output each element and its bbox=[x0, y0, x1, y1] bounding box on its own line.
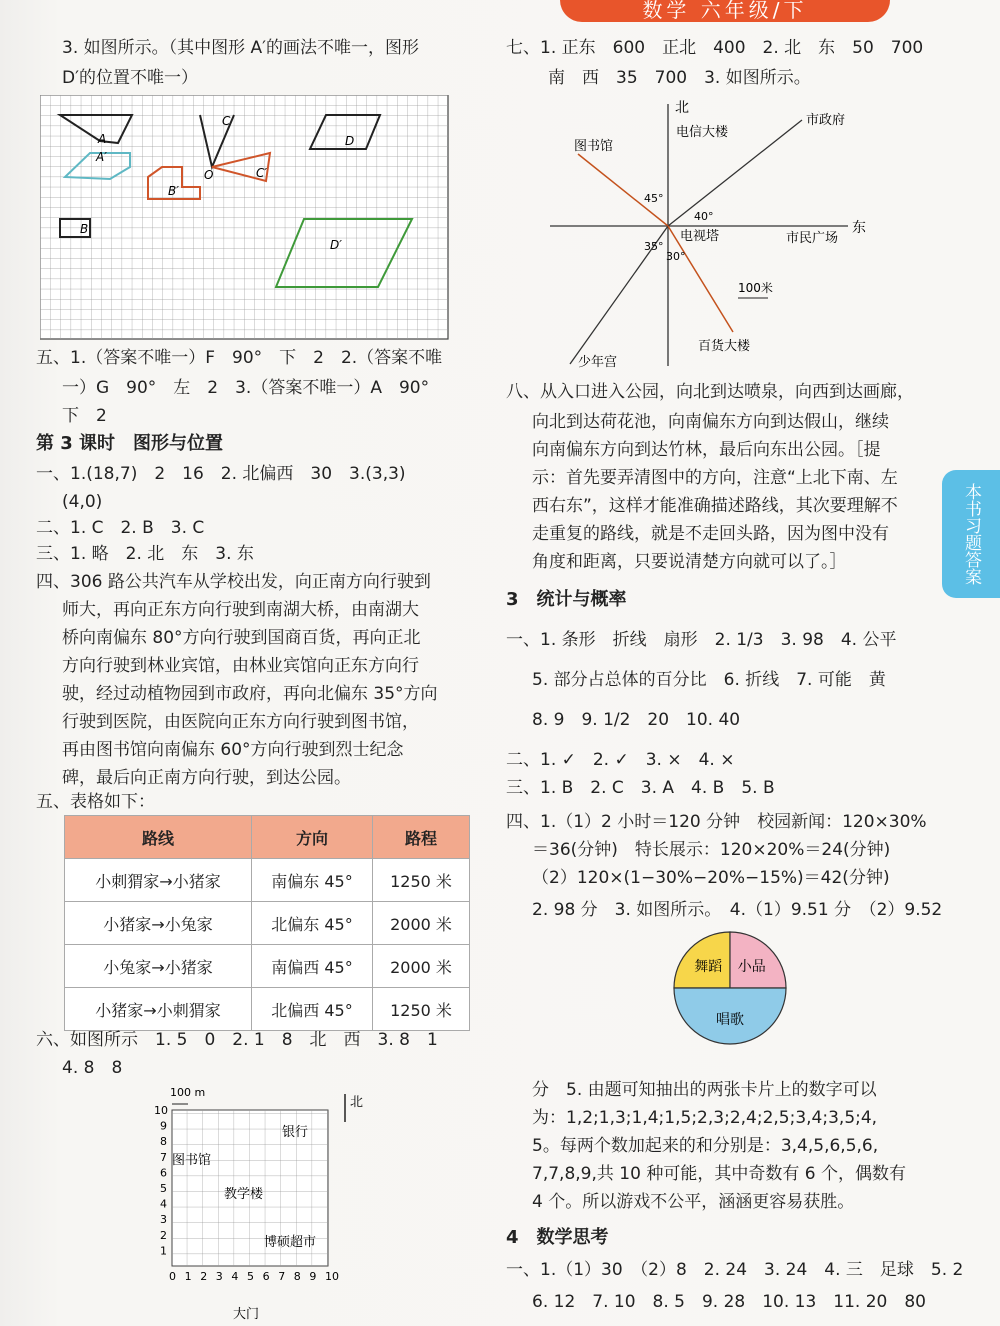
angle-30: 30° bbox=[666, 250, 686, 263]
map-y-tick: 1 bbox=[160, 1244, 167, 1258]
angle-40: 40° bbox=[694, 210, 714, 223]
map-x-tick: 2 bbox=[200, 1270, 208, 1283]
table-row: 小兔家→小猪家 南偏西 45° 2000 米 bbox=[65, 945, 470, 988]
stat1-line1: 一、1. 条形 折线 扇形 2. 1/3 3. 98 4. 公平 bbox=[506, 630, 897, 650]
y5-line: 五、表格如下： bbox=[36, 792, 155, 812]
map-y-tick: 8 bbox=[160, 1135, 167, 1149]
y3-line: 三、1. 略 2. 北 东 3. 东 bbox=[36, 544, 254, 564]
q8-line4: 示：首先要弄清图中的方向，注意“上北下南、左 bbox=[532, 468, 898, 488]
map-teaching-building: 教学楼 bbox=[224, 1187, 264, 1202]
label-C-prime: C′ bbox=[256, 166, 268, 180]
math1-line2: 6. 12 7. 10 8. 5 9. 28 10. 13 11. 20 80 bbox=[532, 1292, 926, 1312]
q8-line7: 角度和距离，只要说清楚方向就可以了。］ bbox=[532, 552, 847, 572]
map-x-tick: 6 bbox=[262, 1270, 270, 1283]
place-department-store: 百货大楼 bbox=[698, 339, 751, 354]
y4-line7: 再由图书馆向南偏东 60°方向行驶到烈士纪念 bbox=[62, 740, 404, 760]
map-y-tick: 7 bbox=[160, 1150, 167, 1164]
pie-label: 小品 bbox=[737, 959, 766, 976]
map-y-tick: 2 bbox=[160, 1228, 167, 1242]
y6-line2: 4. 8 8 bbox=[62, 1058, 123, 1078]
map-y-tick: 6 bbox=[160, 1166, 167, 1180]
compass-east: 东 bbox=[852, 220, 866, 236]
stat2-line: 二、1. ✓ 2. ✓ 3. × 4. × bbox=[506, 750, 735, 770]
map-x-tick: 10 bbox=[325, 1270, 339, 1283]
table-header-row bbox=[65, 816, 470, 859]
q8-line2: 向北到达荷花池，向南偏东方向到达假山，继续 bbox=[532, 412, 889, 432]
y1-line2: (4,0) bbox=[62, 492, 103, 512]
table-row: 小猪家→小刺猬家 北偏西 45° 1250 米 bbox=[65, 988, 470, 1031]
label-B: B bbox=[80, 222, 89, 236]
route-table bbox=[64, 815, 470, 1031]
stat4-line3: （2）120×(1−30%−20%−15%)＝42(分钟) bbox=[532, 868, 890, 888]
q8-line6: 走重复的路线，就是不走回头路，因为图中没有 bbox=[532, 524, 889, 544]
y6-line1: 六、如图所示 1. 5 0 2. 1 8 北 西 3. 8 1 bbox=[36, 1030, 438, 1050]
pie-chart bbox=[650, 926, 810, 1056]
sec5-line3: 下 2 bbox=[62, 406, 107, 426]
stat5-line2: 为：1,2;1,3;1,4;1,5;2,3;2,4;2,5;3,4;3,5;4, bbox=[532, 1108, 878, 1128]
unit4-title: 4 数学思考 bbox=[506, 1227, 609, 1248]
math1-line1: 一、1.（1）30 （2）8 2. 24 3. 24 4. 三 足球 5. 2 bbox=[506, 1260, 964, 1280]
table-row: 小刺猬家→小猪家 南偏东 45° 1250 米 bbox=[65, 859, 470, 902]
table-row: 小猪家→小兔家 北偏东 45° 2000 米 bbox=[65, 902, 470, 945]
q8-line1: 八、从入口进入公园，向北到达喷泉，向西到达画廊， bbox=[506, 382, 914, 402]
map-x-tick: 1 bbox=[184, 1270, 192, 1283]
y1-line1: 一、1.(18,7) 2 16 2. 北偏西 30 3.(3,3) bbox=[36, 464, 406, 484]
lesson-title: 第 3 课时 图形与位置 bbox=[36, 433, 224, 454]
place-youth-palace: 少年宫 bbox=[578, 355, 618, 370]
y4-line1: 四、306 路公共汽车从学校出发，向正南方向行驶到 bbox=[36, 572, 431, 592]
label-O: O bbox=[204, 168, 214, 182]
y4-line3: 桥向南偏东 80°方向行驶到国商百货，再向正北 bbox=[62, 628, 421, 648]
map-bank: 银行 bbox=[282, 1125, 309, 1140]
map-y-tick: 4 bbox=[160, 1197, 167, 1211]
label-D-prime: D′ bbox=[330, 238, 342, 252]
angle-35: 35° bbox=[644, 240, 664, 253]
label-C: C bbox=[222, 114, 231, 128]
col-distance: 路程 bbox=[373, 816, 470, 859]
q3-line2: D′的位置不唯一） bbox=[62, 68, 198, 88]
y4-line4: 方向行驶到林业宾馆，由林业宾馆向正东方向行 bbox=[62, 656, 419, 676]
map-y-tick: 5 bbox=[160, 1182, 167, 1195]
map-gate: 大门 bbox=[233, 1307, 260, 1322]
label-B-prime: B′ bbox=[168, 184, 179, 198]
q7-line1: 七、1. 正东 600 正北 400 2. 北 东 50 700 bbox=[506, 38, 924, 58]
q8-line3: 向南偏东方向到达竹林，最后向东出公园。［提 bbox=[532, 440, 881, 460]
y2-line: 二、1. C 2. B 3. C bbox=[36, 518, 205, 538]
map-library: 图书馆 bbox=[172, 1153, 212, 1168]
map-x-tick: 7 bbox=[278, 1270, 286, 1283]
label-D: D bbox=[345, 134, 355, 148]
place-civic-square: 市民广场 bbox=[786, 231, 839, 246]
transform-grid bbox=[40, 95, 450, 340]
q8-line5: 西右东”，这样才能准确描述路线，其次要理解不 bbox=[532, 496, 898, 516]
y4-line2: 师大，再向正东方向行驶到南湖大桥，由南湖大 bbox=[62, 600, 419, 620]
sec5-line2: 一）G 90° 左 2 3.（答案不唯一）A 90° bbox=[62, 378, 430, 398]
stat5-line4: 7,7,8,9,共 10 种可能，其中奇数有 6 个，偶数有 bbox=[532, 1164, 906, 1184]
map-y-tick: 10 bbox=[154, 1104, 168, 1117]
map-supermarket: 博硕超市 bbox=[264, 1235, 317, 1250]
map-y-tick: 9 bbox=[160, 1119, 167, 1133]
compass-scale: 100米 bbox=[738, 281, 773, 295]
map-x-tick: 8 bbox=[293, 1270, 301, 1283]
pie-label: 唱歌 bbox=[716, 1011, 744, 1028]
label-A-prime: A′ bbox=[96, 150, 107, 164]
angle-45: 45° bbox=[644, 192, 664, 205]
side-tab-answers[interactable]: 本书习题答案 bbox=[942, 470, 1000, 598]
stat1-line3: 8. 9 9. 1/2 20 10. 40 bbox=[532, 710, 741, 730]
stat4-line2: ＝36(分钟) 特长展示：120×20%＝24(分钟) bbox=[532, 840, 891, 860]
stat4-line1: 四、1.（1）2 小时＝120 分钟 校园新闻：120×30% bbox=[506, 812, 927, 832]
col-direction: 方向 bbox=[252, 816, 373, 859]
q3-line1: 3. 如图所示。（其中图形 A′的画法不唯一，图形 bbox=[62, 38, 420, 58]
campus-map bbox=[140, 1082, 380, 1322]
pie-label: 舞蹈 bbox=[694, 959, 723, 976]
y4-line6: 行驶到医院，由医院向正东方向行驶到图书馆， bbox=[62, 712, 419, 732]
col-route: 路线 bbox=[65, 816, 252, 859]
stat5-line1: 分 5. 由题可知抽出的两张卡片上的数字可以 bbox=[532, 1080, 877, 1100]
map-north: 北 bbox=[350, 1095, 364, 1110]
map-x-tick: 0 bbox=[169, 1270, 176, 1283]
map-x-tick: 3 bbox=[215, 1270, 223, 1283]
q7-line2: 南 西 35 700 3. 如图所示。 bbox=[548, 68, 811, 88]
compass-diagram bbox=[548, 96, 878, 376]
stat5-line3: 5。每两个数加起来的和分别是：3,4,5,6,5,6, bbox=[532, 1136, 879, 1156]
label-A: A bbox=[98, 132, 107, 146]
compass-north: 北 bbox=[675, 100, 689, 116]
page-header: 数学 六年级/下 bbox=[560, 0, 890, 22]
place-tv-tower: 电视塔 bbox=[680, 229, 720, 244]
place-city-hall: 市政府 bbox=[806, 113, 846, 128]
stat3-line: 三、1. B 2. C 3. A 4. B 5. B bbox=[506, 778, 775, 798]
unit3-title: 3 统计与概率 bbox=[506, 589, 627, 610]
stat1-line2: 5. 部分占总体的百分比 6. 折线 7. 可能 黄 bbox=[532, 670, 886, 690]
map-x-tick: 5 bbox=[247, 1270, 254, 1283]
sec5-line1: 五、1.（答案不唯一）F 90° 下 2 2.（答案不唯 bbox=[36, 348, 443, 368]
y4-line5: 驶，经过动植物园到市政府，再向北偏东 35°方向 bbox=[62, 684, 438, 704]
y4-line8: 碑，最后向正南方向行驶，到达公园。 bbox=[62, 768, 351, 788]
map-x-tick: 9 bbox=[309, 1270, 317, 1283]
map-x-tick: 4 bbox=[231, 1270, 239, 1283]
map-scale: 100 m bbox=[170, 1086, 206, 1099]
stat4-line4: 2. 98 分 3. 如图所示。 4.（1）9.51 分 （2）9.52 bbox=[532, 900, 943, 920]
map-y-tick: 3 bbox=[160, 1213, 167, 1227]
place-telecom: 电信大楼 bbox=[676, 125, 729, 140]
stat5-line5: 4 个。所以游戏不公平，涵涵更容易获胜。 bbox=[532, 1192, 855, 1212]
place-library: 图书馆 bbox=[574, 139, 614, 154]
